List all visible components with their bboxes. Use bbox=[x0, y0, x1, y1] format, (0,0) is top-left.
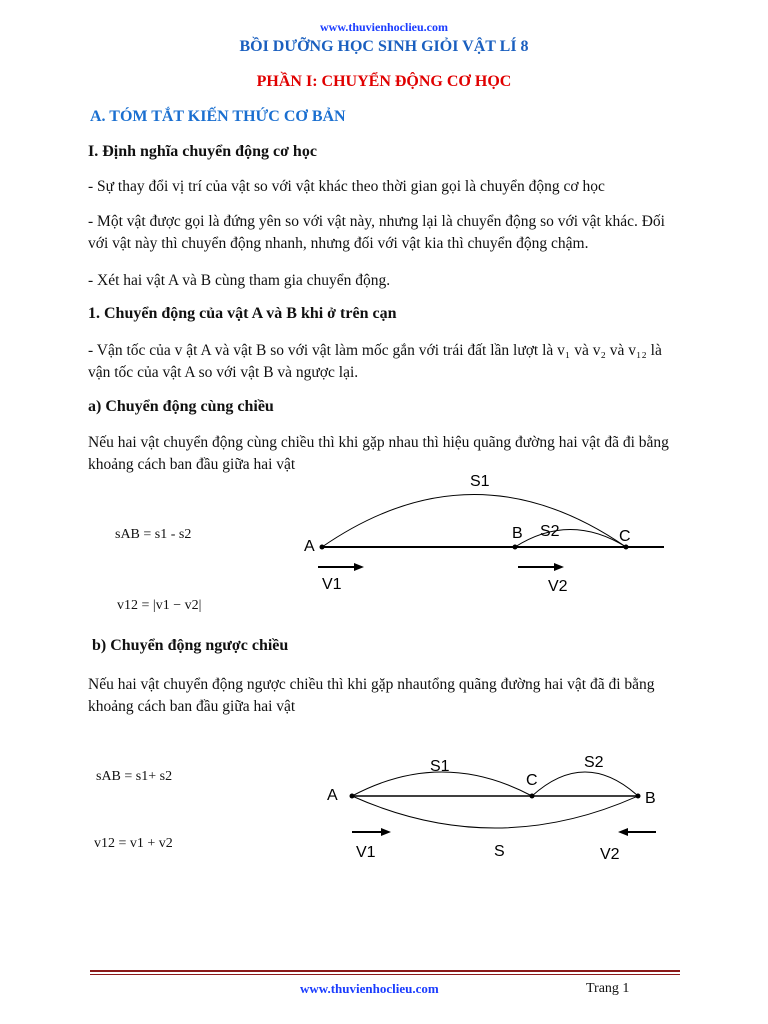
opposite-direction-label-b: B bbox=[645, 790, 656, 807]
opposite-direction-label-v1: V1 bbox=[356, 844, 376, 861]
definition-paragraph-3: - Xét hai vật A và B cùng tham gia chuyển động. bbox=[88, 272, 391, 289]
header-site-link[interactable]: www.thuvienhoclieu.com bbox=[319, 20, 448, 34]
opposite-direction-label-v2: V2 bbox=[600, 846, 620, 863]
same-direction-label-v2: V2 bbox=[548, 578, 568, 595]
same-direction-label-v1: V1 bbox=[322, 576, 342, 593]
same-direction-label-c: C bbox=[619, 528, 631, 545]
opposite-direction-v2-arrowhead bbox=[618, 828, 628, 836]
opposite-direction-paragraph: Nếu hai vật chuyển động ngược chiều thì khi gặp nhautổng quãng đường hai vật đã đi bằng khoảng cách ban đầu giữa hai vật bbox=[88, 676, 655, 715]
same-direction-label-s1: S1 bbox=[470, 473, 490, 490]
opposite-direction-label-s1: S1 bbox=[430, 758, 450, 775]
opposite-direction-v1-arrowhead bbox=[381, 828, 391, 836]
opposite-direction-point-a bbox=[350, 794, 355, 799]
same-direction-label-s2: S2 bbox=[540, 523, 560, 540]
opposite-direction-arc-s2 bbox=[532, 772, 638, 796]
opposite-direction-label-s2: S2 bbox=[584, 754, 604, 771]
land-motion-heading: 1. Chuyển động của vật A và B khi ở trên cạn bbox=[88, 305, 397, 322]
opposite-direction-label-c: C bbox=[526, 772, 538, 789]
definition-paragraph-2: - Một vật được gọi là đứng yên so với vật này, nhưng lại là chuyển động so với vật khác. Đối với vật này thì chuyển động nhanh, nhưng đối với vật kia thì chuyển động chậm. bbox=[88, 213, 665, 252]
page-number: Trang 1 bbox=[586, 981, 630, 996]
same-direction-heading: a) Chuyển động cùng chiều bbox=[88, 398, 274, 415]
section-a-heading: A. TÓM TẮT KIẾN THỨC CƠ BẢN bbox=[90, 108, 346, 125]
opposite-direction-formula-distance: sAB = s1+ s2 bbox=[96, 769, 173, 784]
definition-paragraph-1: - Sự thay đổi vị trí của vật so với vật khác theo thời gian gọi là chuyển động cơ học bbox=[88, 178, 605, 195]
opposite-direction-heading: b) Chuyển động ngược chiều bbox=[92, 637, 289, 654]
same-direction-formula-velocity: v12 = |v1 − v2| bbox=[117, 598, 202, 613]
opposite-direction-point-b bbox=[636, 794, 641, 799]
same-direction-formula-distance: sAB = s1 - s2 bbox=[115, 527, 192, 542]
opposite-direction-label-s: S bbox=[494, 843, 505, 860]
same-direction-label-b: B bbox=[512, 525, 523, 542]
opposite-direction-arc-s1 bbox=[352, 772, 532, 796]
land-motion-paragraph: - Vận tốc của v ật A và vật B so với vật làm mốc gắn với trái đất lần lượt là v₁ và v₂ và v₁₂ là vận tốc của vật A so với vật B và ngược lại. bbox=[88, 342, 662, 381]
opposite-direction-point-c bbox=[530, 794, 535, 799]
same-direction-label-a: A bbox=[304, 538, 315, 555]
footer-divider bbox=[90, 970, 680, 972]
footer-divider-thin bbox=[90, 974, 680, 975]
same-direction-paragraph: Nếu hai vật chuyển động cùng chiều thì khi gặp nhau thì hiệu quãng đường hai vật đã đi bằng khoảng cách ban đầu giữa hai vật bbox=[88, 434, 669, 473]
opposite-direction-arc-s bbox=[352, 796, 638, 828]
part-title: PHẦN I: CHUYỂN ĐỘNG CƠ HỌC bbox=[256, 73, 512, 90]
footer-site-link[interactable]: www.thuvienhoclieu.com bbox=[300, 981, 439, 996]
definition-heading: I. Định nghĩa chuyển động cơ học bbox=[88, 143, 317, 160]
opposite-direction-formula-velocity: v12 = v1 + v2 bbox=[94, 836, 173, 851]
document-title: BỒI DƯỠNG HỌC SINH GIỎI VẬT LÍ 8 bbox=[239, 38, 529, 55]
opposite-direction-label-a: A bbox=[327, 787, 338, 804]
